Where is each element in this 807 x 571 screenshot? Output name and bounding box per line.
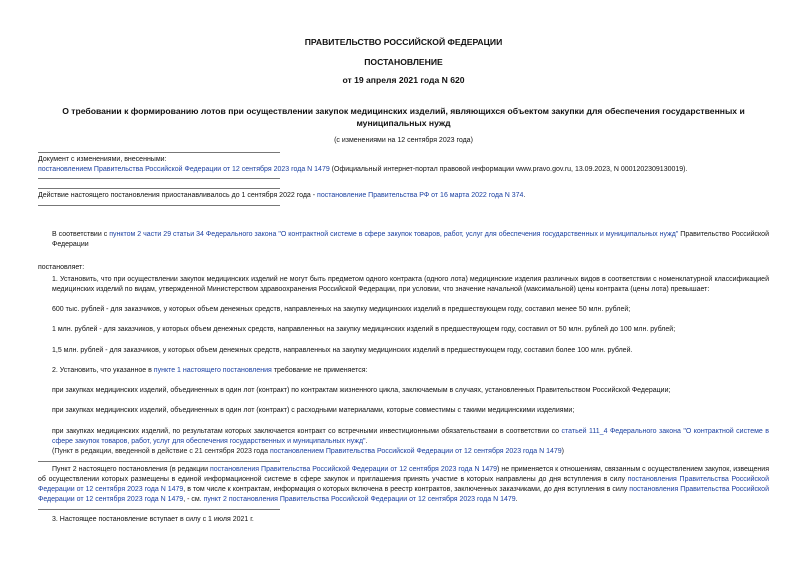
divider xyxy=(38,461,280,462)
divider xyxy=(38,188,280,189)
p2-text: 2. Установить, что указанное в xyxy=(52,367,154,374)
p2-note-a: Пункт 2 настоящего постановления (в редакции xyxy=(52,466,210,473)
paragraph-1c: 1,5 млн. рублей - для заказчиков, у которых объем денежных средств, направленных на закупку медицинских изделий в предшествующем году, составил более 100 млн. рублей. xyxy=(52,347,633,354)
paragraph-1a: 600 тыс. рублей - для заказчиков, у которых объем денежных средств, направленных на закупку медицинских изделий в предшествующем году, составил менее 50 млн. рублей; xyxy=(52,306,631,313)
suspension-end: . xyxy=(523,192,526,199)
p2c-text: при закупках медицинских изделий, по результатам которых заключается контракт со встречными инвестиционными обязательствами в соответствии со xyxy=(52,428,562,435)
amendments-source: (Официальный интернет-портал правовой информации www.pravo.gov.ru, 13.09.2023, N 0001202309130019). xyxy=(329,166,688,173)
preamble-text: В соответствии с xyxy=(52,231,110,238)
document-title: О требовании к формированию лотов при осуществлении закупок медицинских изделий, являющихся объектом закупки для обеспечения государственных и муниципальных нужд xyxy=(62,106,745,128)
divider xyxy=(38,152,280,153)
paragraph-3: 3. Настоящее постановление вступает в силу с 1 июля 2021 г. xyxy=(52,516,254,523)
divider xyxy=(38,509,280,510)
preamble-tail: Правительство Российской Федерации xyxy=(52,231,769,248)
document-date-number: от 19 апреля 2021 года N 620 xyxy=(342,75,465,85)
document-type: ПОСТАНОВЛЕНИЕ xyxy=(364,57,443,67)
paragraph-2-note xyxy=(38,465,769,505)
p2-tail: требование не применяется: xyxy=(271,367,368,374)
edits-note: (с изменениями на 12 сентября 2023 года) xyxy=(334,137,473,144)
paragraph-1: 1. Установить, что при осуществлении закупок медицинских изделий не могут быть предметом одного контракта (одного лота) медицинские изделия различных видов в соответствии с номенклатурной классификацией медицинских изделий по видам, утвержденной Министерством здравоохранения Российской Федерации, при условии, что значение начальной (максимальной) цены контракта (цены лота) превышает: xyxy=(52,276,769,293)
p2c-note-link[interactable]: постановлением Правительства Российской Федерации от 12 сентября 2023 года N 1479 xyxy=(269,448,562,455)
p2c-tail: . xyxy=(365,438,368,445)
paragraph-2 xyxy=(52,366,769,376)
decides-label: постановляет: xyxy=(38,264,85,271)
amendment-link[interactable]: постановлением Правительства Российской Федерации от 12 сентября 2023 года N 1479 xyxy=(38,166,330,173)
p2-note-e: . xyxy=(515,496,518,503)
paragraph-2b: при закупках медицинских изделий, объединенных в один лот (контракт) с расходными материалами, которые совместимы с такими медицинскими изделиями; xyxy=(52,407,575,414)
p2-note-d: , - см. xyxy=(183,496,204,503)
article-111-4-link[interactable]: статьей 111_4 Федерального закона "О контрактной системе в сфере закупок товаров, работ, услуг для обеспечения государственных и муниципальных нужд" xyxy=(52,428,769,445)
paragraph-2c xyxy=(52,427,769,447)
paragraph-2a: при закупках медицинских изделий, объединенных в один лот (контракт) по контрактам жизненного цикла, заключаемым в случаях, установленных Правительством Российской Федерации; xyxy=(52,387,671,394)
preamble xyxy=(52,230,769,250)
p2-note-link-2[interactable]: постановления Правительства Российской Федерации от 12 сентября 2023 года N 1479 xyxy=(38,476,769,493)
divider xyxy=(38,178,280,179)
p1-reference-link[interactable]: пункте 1 настоящего постановления xyxy=(153,367,272,374)
government-heading: ПРАВИТЕЛЬСТВО РОССИЙСКОЙ ФЕДЕРАЦИИ xyxy=(304,37,503,47)
suspension-text: Действие настоящего постановления приостанавливалось до 1 сентября 2022 года - xyxy=(38,192,318,199)
law-link[interactable]: пунктом 2 части 29 статьи 34 Федерального закона "О контрактной системе в сфере закупок товаров, работ, услуг для обеспечения государственных и муниципальных нужд" xyxy=(109,231,679,238)
p2-note-link-4[interactable]: пункт 2 постановления Правительства Российской Федерации от 12 сентября 2023 года N 1479 xyxy=(203,496,516,503)
p2c-note-text: (Пункт в редакции, введенной в действие с 21 сентября 2023 года xyxy=(52,448,270,455)
amendments-block xyxy=(38,155,769,175)
p2c-note-tail: ) xyxy=(561,448,565,455)
p2-note-c: , в том числе к контрактам, информация о которых включена в реестр контрактов, заключенных заказчиками, до дня вступления в силу xyxy=(183,486,630,493)
amendments-label: Документ с изменениями, внесенными: xyxy=(38,156,167,163)
divider xyxy=(38,205,280,206)
suspension-note xyxy=(38,191,769,201)
p2-note-link-3[interactable]: постановления Правительства Российской Федерации от 12 сентября 2023 года N 1479 xyxy=(38,486,769,503)
paragraph-1b: 1 млн. рублей - для заказчиков, у которых объем денежных средств, направленных на закупку медицинских изделий в предшествующем году, составил от 50 млн. рублей до 100 млн. рублей; xyxy=(52,326,676,333)
amendments-line xyxy=(38,165,769,175)
suspension-link[interactable]: постановление Правительства РФ от 16 марта 2022 года N 374 xyxy=(317,192,524,199)
p2-note-b: ) не применяется к отношениям, связанным с осуществлением закупок, извещения об осуществлении которых размещены в единой информационной системе в сфере закупок и приглашения принять участие в которых направлены до дня вступления в силу xyxy=(38,466,770,483)
p2-note-link-1[interactable]: постановления Правительства Российской Федерации от 12 сентября 2023 года N 1479 xyxy=(210,466,498,473)
paragraph-2c-note xyxy=(52,447,769,457)
